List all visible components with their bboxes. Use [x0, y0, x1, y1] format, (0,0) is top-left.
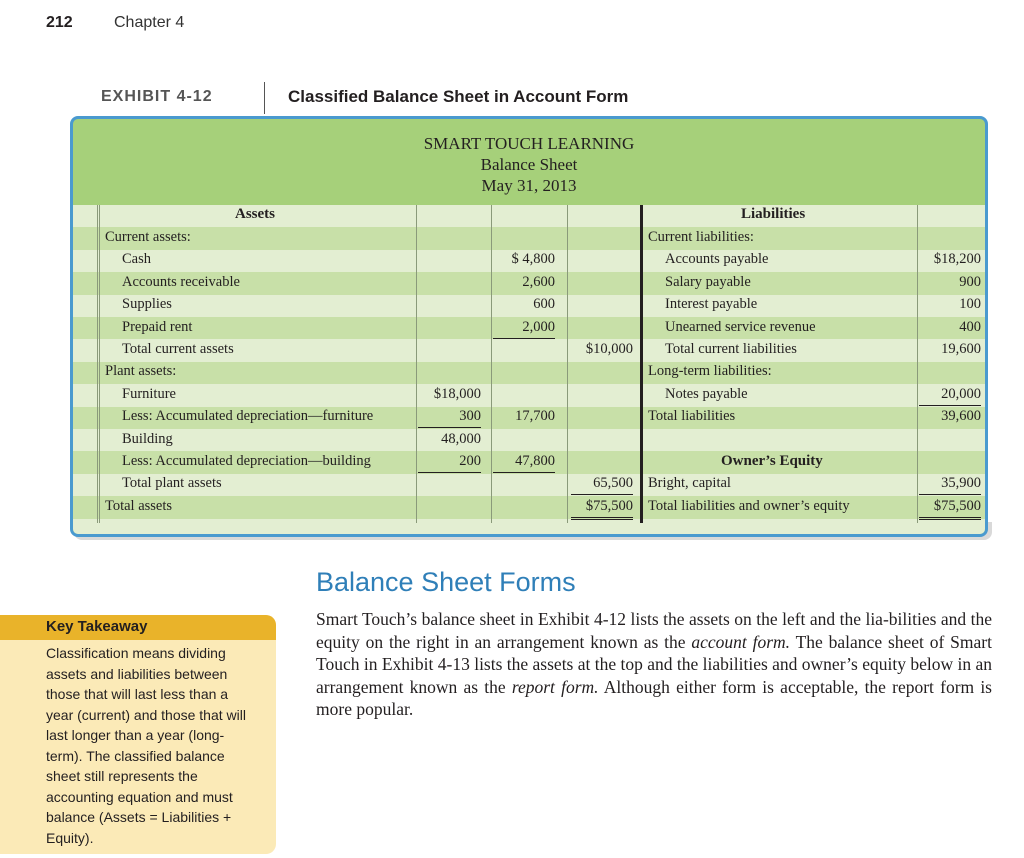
column-rule — [567, 205, 568, 523]
column-rule — [985, 205, 986, 523]
liability-label: Notes payable — [665, 385, 748, 402]
liability-amount: $75,500 — [919, 495, 981, 520]
exhibit-label: EXHIBIT 4-12 — [101, 88, 213, 105]
row-band — [73, 519, 985, 537]
liability-label: Salary payable — [665, 273, 751, 290]
asset-label: Building — [122, 430, 173, 447]
column-rule — [640, 205, 643, 523]
body-part-3: Although either form is acceptable, the report form is more popular. — [316, 676, 992, 719]
asset-amount-col2: 600 — [533, 296, 555, 313]
liability-label: Long-term liabilities: — [648, 363, 772, 380]
liability-label: Unearned service revenue — [665, 318, 816, 335]
key-takeaway-box — [0, 615, 276, 854]
body-em-account-form: account form. — [691, 631, 791, 652]
liability-amount: 20,000 — [919, 383, 981, 406]
liability-amount: 100 — [959, 296, 981, 313]
balance-sheet — [70, 116, 988, 537]
asset-amount-col2: 17,700 — [515, 408, 555, 425]
page-number: 212 — [46, 14, 73, 31]
liability-amount: 19,600 — [941, 341, 981, 357]
asset-amount-col2: $ 4,800 — [511, 251, 555, 268]
body-part-1: Smart Touch’s balance sheet in Exhibit 4-12 lists the assets on the left and the lia-bilities and the equity on the right in an arrangement known as the — [316, 609, 992, 652]
column-rule — [97, 205, 98, 523]
liability-amount: 400 — [959, 318, 981, 335]
asset-label: Furniture — [122, 385, 176, 402]
body-part-2: The balance sheet of Smart Touch in Exhibit 4-13 lists the assets at the top and the liabilities and owner’s equity below in an arrangement known as the — [316, 631, 992, 697]
asset-label: Plant assets: — [105, 363, 177, 380]
key-takeaway-title: Key Takeaway — [46, 618, 148, 635]
liability-label: Accounts payable — [665, 251, 769, 268]
section-body — [316, 608, 992, 721]
liability-label: Total current liabilities — [665, 341, 797, 357]
asset-label: Total current assets — [122, 341, 234, 357]
liability-amount: 900 — [959, 273, 981, 290]
liabilities-header: Liabilities — [741, 206, 806, 222]
assets-header: Assets — [235, 206, 275, 222]
asset-amount-col2: 47,800 — [493, 450, 555, 473]
asset-amount-col3: 65,500 — [571, 472, 633, 495]
liability-label: Total liabilities — [648, 408, 736, 425]
column-rule — [99, 205, 100, 523]
liability-label: Interest payable — [665, 296, 758, 313]
company-name: SMART TOUCH LEARNING — [423, 134, 635, 153]
asset-label: Total plant assets — [122, 475, 222, 492]
key-takeaway-text: Classification means dividing assets and liabilities between those that will last less than a year (current) and those that will last longer than a year (long-term). The classified balance sheet still represents the accounting equation and must balance (Assets = Liabilities + Equity). — [46, 645, 246, 846]
asset-label: Total assets — [105, 497, 173, 514]
liability-amount: 39,600 — [941, 408, 981, 425]
owners-equity-header: Owner’s Equity — [721, 453, 823, 469]
liability-label: Current liabilities: — [648, 229, 754, 245]
row-band — [73, 384, 985, 406]
asset-amount-col1: 48,000 — [441, 430, 481, 447]
asset-label: Current assets: — [105, 229, 191, 245]
sheet-header — [73, 119, 985, 205]
asset-amount-col2: 2,000 — [493, 316, 555, 339]
column-rule — [491, 205, 492, 523]
asset-label: Less: Accumulated depreciation—building — [122, 453, 371, 469]
liability-label: Bright, capital — [648, 475, 731, 492]
liability-amount: 35,900 — [919, 472, 981, 495]
exhibit-title: Classified Balance Sheet in Account Form — [288, 87, 629, 106]
chapter-label: Chapter 4 — [114, 14, 185, 31]
liability-label: Total liabilities and owner’s equity — [648, 497, 850, 514]
asset-label: Cash — [122, 251, 151, 268]
section-title: Balance Sheet Forms — [316, 567, 576, 597]
asset-amount-col3: $75,500 — [571, 495, 633, 520]
liability-amount: $18,200 — [933, 251, 981, 268]
asset-label: Supplies — [122, 296, 172, 313]
asset-amount-col1: 300 — [418, 405, 481, 428]
exhibit-divider — [264, 82, 265, 114]
row-band — [73, 227, 985, 249]
row-band — [73, 205, 985, 227]
row-band — [73, 362, 985, 384]
asset-label: Prepaid rent — [122, 318, 193, 335]
asset-amount-col1: $18,000 — [433, 385, 481, 402]
statement-name: Balance Sheet — [480, 155, 578, 174]
asset-amount-col3: $10,000 — [585, 341, 633, 357]
asset-amount-col1: 200 — [418, 450, 481, 473]
statement-date: May 31, 2013 — [481, 176, 577, 195]
column-rule — [416, 205, 417, 523]
row-band — [73, 429, 985, 451]
body-em-report-form: report form. — [511, 676, 599, 697]
column-rule — [917, 205, 918, 523]
asset-label: Accounts receivable — [122, 273, 240, 290]
asset-label: Less: Accumulated depreciation—furniture — [122, 408, 374, 425]
asset-amount-col2: 2,600 — [522, 273, 555, 290]
